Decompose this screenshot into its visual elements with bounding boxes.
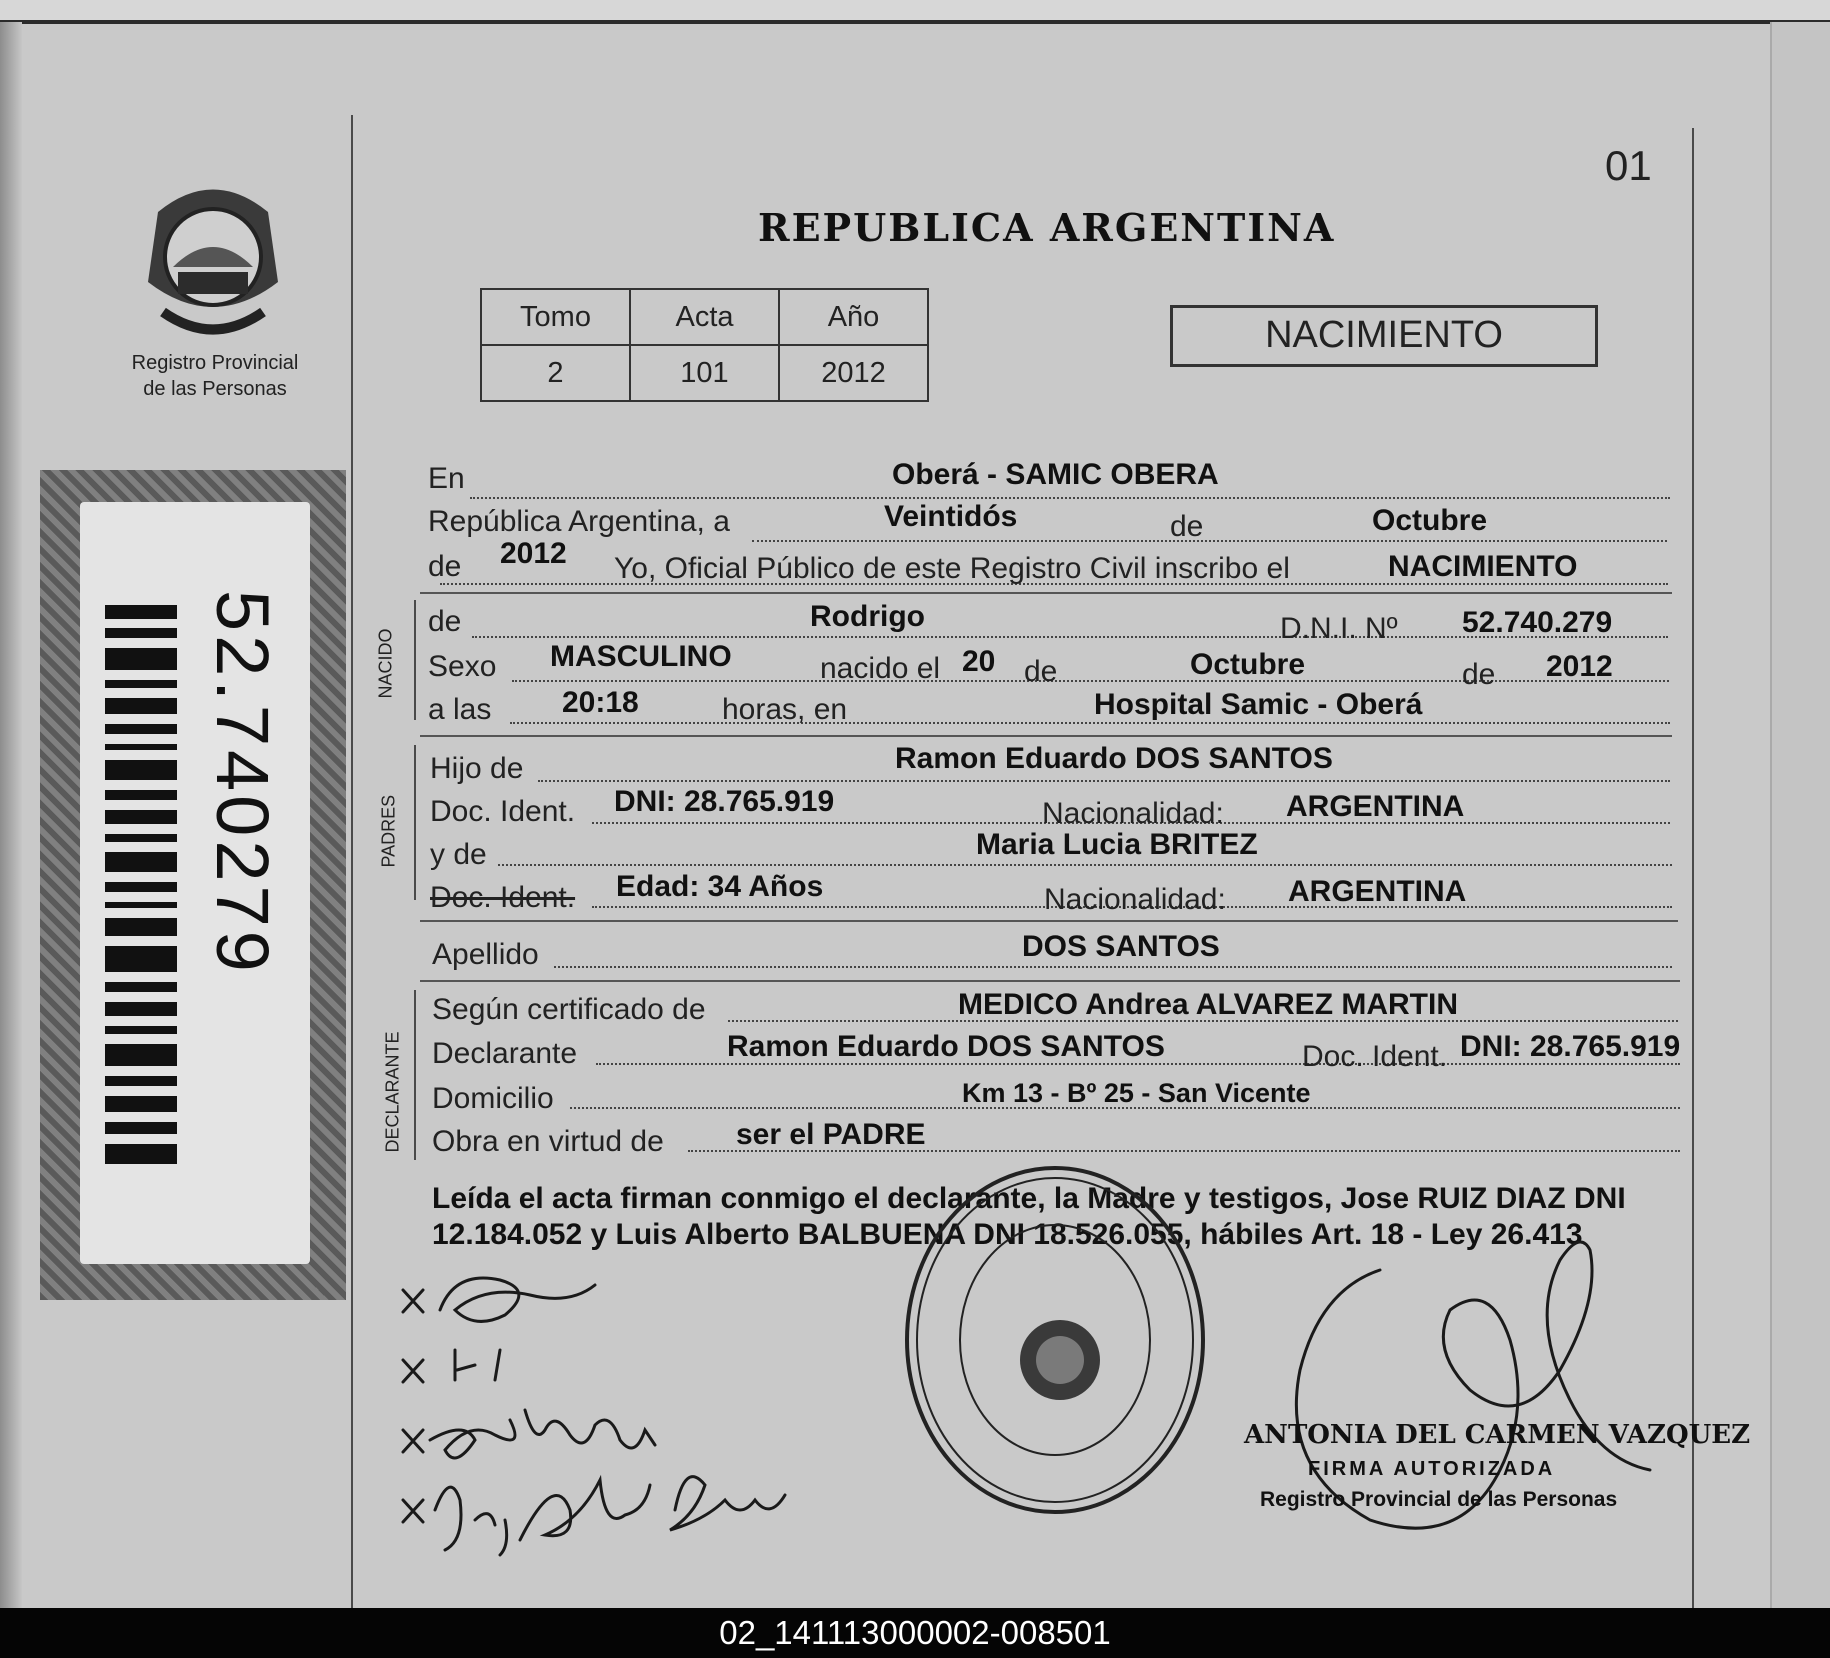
nombre-label: de — [428, 605, 462, 638]
sexo-value: MASCULINO — [550, 640, 732, 673]
hijo-de-label: Hijo de — [430, 752, 524, 785]
header-tomo: Tomo — [481, 289, 630, 345]
officer-name: ANTONIA DEL CARMEN VAZQUEZ — [1244, 1420, 1751, 1450]
page-fold-shadow — [0, 22, 22, 1608]
dotline-padre — [538, 780, 1670, 782]
nac-dia: 20 — [962, 645, 996, 678]
officer-signature — [1260, 1230, 1680, 1570]
separator-2 — [420, 735, 1672, 737]
mes-value: Octubre — [1372, 504, 1488, 537]
officer-title: FIRMA AUTORIZADA — [1308, 1458, 1556, 1480]
header-acta: Acta — [630, 289, 779, 345]
decl-doc-value: DNI: 28.765.919 — [1460, 1030, 1681, 1063]
dotline-hora — [510, 722, 1670, 724]
sexo-label: Sexo — [428, 650, 497, 683]
record-table-value-row — [481, 345, 928, 401]
dotline-apellido — [554, 966, 1672, 968]
dotline-sexo — [512, 680, 1669, 682]
nac-de-label: de — [1024, 655, 1058, 688]
page-number: 01 — [1605, 142, 1652, 189]
separator-4 — [420, 980, 1680, 982]
yo-label: Yo, Oficial Público de este Registro Civil inscribo el — [614, 552, 1290, 585]
registry-label — [110, 350, 320, 402]
a-las-label: a las — [428, 693, 492, 726]
declarante-label: Declarante — [432, 1037, 578, 1070]
registry-line2: de las Personas — [143, 378, 287, 400]
horas-en-label: horas, en — [722, 693, 848, 726]
madre-doc: Edad: 34 Años — [616, 870, 824, 903]
value-acta: 101 — [630, 345, 779, 401]
dia-value: Veintidós — [884, 500, 1018, 533]
doc-ident-label: Doc. Ident. — [430, 795, 576, 828]
domicilio-label: Domicilio — [432, 1082, 554, 1115]
misiones-coat-of-arms-logo — [138, 172, 288, 352]
leida-line1: Leída el acta firman conmigo el declarante, la Madre y testigos, Jose RUIZ DIAZ DNI — [432, 1182, 1626, 1215]
de-label: de — [1170, 510, 1204, 543]
top-edge — [0, 0, 1830, 24]
section-declarante: DECLARANTE — [382, 1031, 403, 1153]
nac-anio: 2012 — [1546, 650, 1613, 683]
apellido-label: Apellido — [432, 938, 539, 971]
witness-signatures — [395, 1270, 915, 1590]
madre-value: Maria Lucia BRITEZ — [976, 828, 1258, 861]
padre-doc: DNI: 28.765.919 — [614, 785, 835, 818]
padre-value: Ramon Eduardo DOS SANTOS — [895, 742, 1333, 775]
doc-ident2-label: Doc. Ident. — [430, 881, 576, 914]
y-de-label: y de — [430, 838, 487, 871]
apellido-value: DOS SANTOS — [1022, 930, 1220, 963]
republica-label: República Argentina, a — [428, 505, 730, 538]
stub-divider — [351, 115, 353, 1608]
act-type-box: NACIMIENTO — [1170, 305, 1598, 367]
hora-value: 20:18 — [562, 686, 639, 719]
obra-label: Obra en virtud de — [432, 1125, 664, 1158]
nac-de2-label: de — [1462, 658, 1496, 691]
madre-nacionalidad: ARGENTINA — [1288, 875, 1467, 908]
official-seal-stamp — [900, 1160, 1210, 1520]
certificado-label: Según certificado de — [432, 993, 706, 1026]
value-anio: 2012 — [779, 345, 928, 401]
de2-label: de — [428, 550, 462, 583]
nac-mes: Octubre — [1190, 648, 1306, 681]
next-page-edge — [1770, 22, 1830, 1608]
document-title: REPUBLICA ARGENTINA — [758, 205, 1336, 250]
en-value: Oberá - SAMIC OBERA — [892, 458, 1219, 491]
certificado-value: MEDICO Andrea ALVAREZ MARTIN — [958, 988, 1458, 1021]
record-table-header-row — [481, 289, 928, 345]
nacido-el-label: nacido el — [820, 652, 941, 685]
declarante-bracket — [414, 990, 416, 1160]
declarante-value: Ramon Eduardo DOS SANTOS — [727, 1030, 1165, 1063]
obra-value: ser el PADRE — [736, 1118, 926, 1151]
dni-value: 52.740.279 — [1462, 606, 1613, 639]
nacido-bracket — [414, 600, 416, 720]
barcode-number: 52.740279 — [201, 590, 284, 976]
registry-line1: Registro Provincial — [131, 352, 299, 374]
nombre-value: Rodrigo — [810, 600, 925, 633]
nacionalidad2-label: Nacionalidad: — [1044, 883, 1226, 916]
anio-value: 2012 — [500, 537, 567, 570]
officer-registry: Registro Provincial de las Personas — [1260, 1488, 1618, 1511]
decl-doc-label: Doc. Ident. — [1302, 1040, 1448, 1073]
dotline-en — [470, 497, 1670, 499]
padre-nacionalidad: ARGENTINA — [1286, 790, 1465, 823]
right-border — [1692, 128, 1694, 1608]
nacionalidad-label: Nacionalidad: — [1042, 797, 1224, 830]
footer-image-id: 02_141113000002-008501 — [0, 1608, 1830, 1658]
section-padres: PADRES — [378, 794, 399, 868]
dni-label: D.N.I. Nº — [1280, 612, 1398, 645]
value-tomo: 2 — [481, 345, 630, 401]
separator-3 — [420, 920, 1678, 922]
section-nacido: NACIDO — [375, 628, 396, 699]
inscribo-value: NACIMIENTO — [1388, 550, 1578, 583]
record-table — [480, 288, 929, 402]
domicilio-value: Km 13 - Bº 25 - San Vicente — [962, 1078, 1311, 1108]
lugar-value: Hospital Samic - Oberá — [1094, 688, 1423, 721]
padres-bracket — [414, 745, 416, 900]
dotline-republica — [752, 540, 1667, 542]
en-label: En — [428, 462, 465, 495]
dotline-madre — [498, 864, 1672, 866]
separator-1 — [420, 592, 1672, 594]
leida-line2: 12.184.052 y Luis Alberto BALBUENA DNI 18.526.055, hábiles Art. 18 - Ley 26.413 — [432, 1218, 1583, 1251]
header-anio: Año — [779, 289, 928, 345]
